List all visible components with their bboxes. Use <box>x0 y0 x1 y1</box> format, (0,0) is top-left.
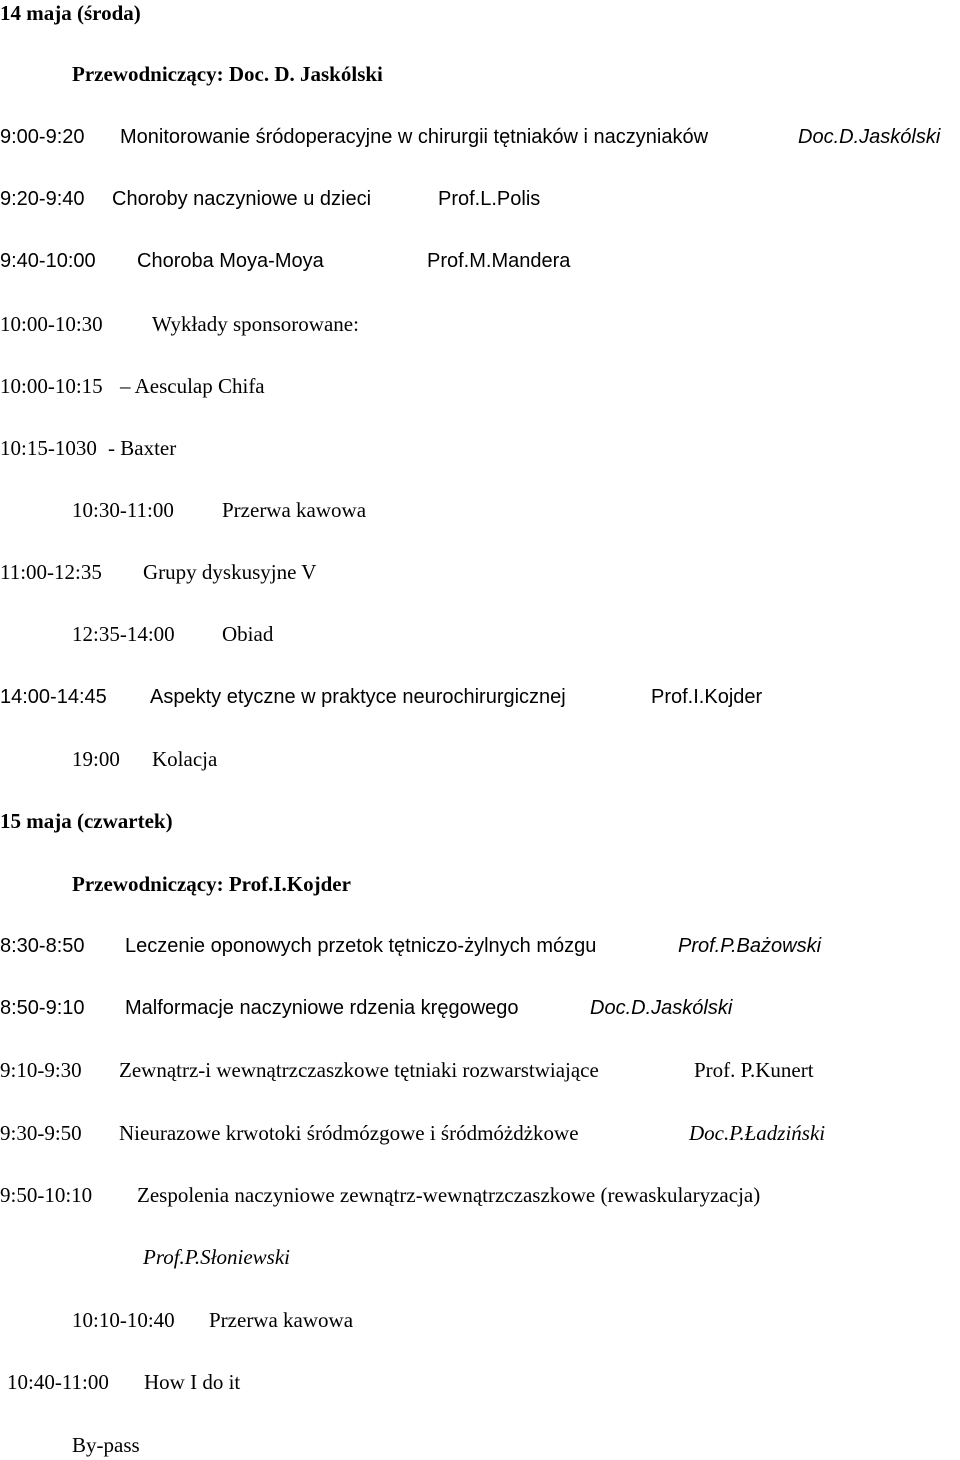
talk-title: By-pass <box>72 1433 140 1457</box>
time-slot: 10:00-10:15 <box>0 374 103 398</box>
session-chair: Przewodniczący: Doc. D. Jaskólski <box>72 62 383 86</box>
talk-title: Wykłady sponsorowane: <box>152 312 359 336</box>
talk-title: - Baxter <box>108 436 177 460</box>
time-slot: 19:00 <box>72 747 120 771</box>
time-slot: 9:30-9:50 <box>0 1121 82 1145</box>
talk-title: Przerwa kawowa <box>209 1308 354 1332</box>
talk-title: Monitorowanie śródoperacyjne w chirurgii tętniaków i naczyniaków <box>120 126 709 148</box>
time-slot: 8:50-9:10 <box>0 997 85 1019</box>
speaker: Prof.P.Bażowski <box>678 935 822 957</box>
session-chair: Przewodniczący: Prof.I.Kojder <box>72 872 351 896</box>
speaker: Prof.P.Słoniewski <box>143 1245 290 1269</box>
speaker: Doc.P.Ładziński <box>689 1121 826 1145</box>
time-slot: 10:15-1030 <box>0 436 97 460</box>
talk-title: Przerwa kawowa <box>222 498 367 522</box>
time-slot: 9:00-9:20 <box>0 126 85 148</box>
speaker: Prof.I.Kojder <box>651 686 763 708</box>
time-slot: 9:10-9:30 <box>0 1058 82 1082</box>
speaker: Prof.L.Polis <box>438 188 541 210</box>
speaker: Prof. P.Kunert <box>694 1058 814 1082</box>
time-slot: 10:10-10:40 <box>72 1308 175 1332</box>
speaker: Doc.D.Jaskólski <box>798 126 941 148</box>
talk-title: Zespolenia naczyniowe zewnątrz-wewnątrzczaszkowe (rewaskularyzacja) <box>137 1183 761 1207</box>
time-slot: 9:20-9:40 <box>0 188 85 210</box>
talk-title: Kolacja <box>152 747 218 771</box>
talk-title: Grupy dyskusyjne V <box>143 560 317 584</box>
time-slot: 9:50-10:10 <box>0 1183 93 1207</box>
time-slot: 10:30-11:00 <box>72 498 174 522</box>
time-slot: 8:30-8:50 <box>0 935 85 957</box>
speaker: Prof.M.Mandera <box>427 250 571 272</box>
talk-title: Nieurazowe krwotoki śródmózgowe i śródmóżdżkowe <box>119 1121 579 1145</box>
speaker: Doc.D.Jaskólski <box>590 997 733 1019</box>
talk-title: Aspekty etyczne w praktyce neurochirurgicznej <box>150 686 566 708</box>
time-slot: 14:00-14:45 <box>0 686 107 708</box>
talk-title: How I do it <box>144 1370 241 1394</box>
talk-title: Choroba Moya-Moya <box>137 250 324 272</box>
time-slot: 10:40-11:00 <box>7 1370 109 1394</box>
talk-title: Choroby naczyniowe u dzieci <box>112 188 372 210</box>
talk-title: Malformacje naczyniowe rdzenia kręgowego <box>125 997 519 1019</box>
talk-title: Zewnątrz-i wewnątrzczaszkowe tętniaki rozwarstwiające <box>119 1058 599 1082</box>
time-slot: 9:40-10:00 <box>0 250 96 272</box>
talk-title: Obiad <box>222 622 274 646</box>
time-slot: 11:00-12:35 <box>0 560 102 584</box>
day-heading: 14 maja (środa) <box>0 1 141 25</box>
time-slot: 10:00-10:30 <box>0 312 103 336</box>
talk-title: Leczenie oponowych przetok tętniczo-żylnych mózgu <box>125 935 597 957</box>
time-slot: 12:35-14:00 <box>72 622 175 646</box>
day-heading: 15 maja (czwartek) <box>0 809 173 833</box>
talk-title: – Aesculap Chifa <box>120 374 265 398</box>
